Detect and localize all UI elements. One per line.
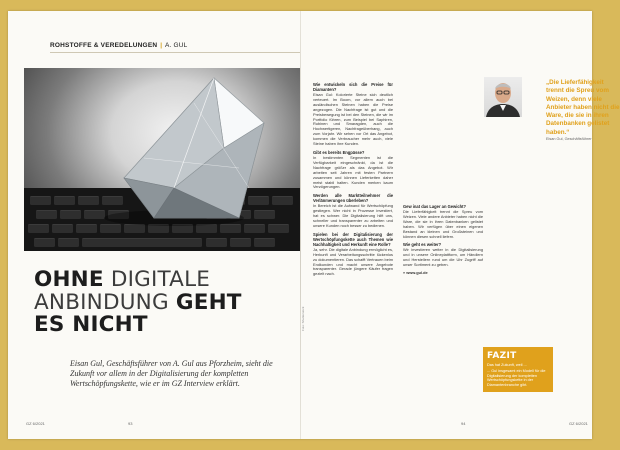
headline-word-geht: GEHT: [175, 289, 242, 315]
section-author: A. GUL: [164, 42, 188, 49]
fazit-box: [483, 347, 553, 392]
diamond-keyboard-photo: [24, 68, 300, 251]
question-heading: Wie geht es weiter?: [403, 242, 442, 248]
folio-left-number: 93: [128, 421, 133, 426]
answer-paragraph: Die Lieferfähigkeit trennt die Spreu vom Weizen. Viele andere Anbieter haben nicht die Ware, die sie in ihren Datenbanken gelistet haben. Wir verfügen über einen eigenen Bestand an kleinen und Großsteinen und können diesen schnell liefern.: [403, 209, 483, 239]
article-column-1: [313, 79, 393, 280]
person-icon: [484, 77, 522, 117]
answer-paragraph: Ja, sehr. Die digitale Anbindung ermöglicht es, Herkunft und Verarbeitungsschritte lückenlos zu dokumentieren. Das schafft Vertrauen beim Endkunden und macht unsere Angebote transparenter. Gerade jüngere Käufer fragen gezielt nach.: [313, 246, 393, 277]
question-heading: Gibt es bereits Engpässe?: [313, 149, 365, 155]
folio-right-number: 94: [461, 421, 466, 426]
answer-paragraph: Wir investieren weiter in die Digitalisierung und in unsere Onlineplattform, um Händlern und Herstellern rund um die Uhr Zugriff auf unser Sortiment zu geben.: [403, 247, 483, 268]
folio-right-issue: GZ 6/2021: [569, 421, 588, 426]
headline-word-digitale: DIGITALE: [110, 267, 211, 292]
question-heading: Gew inat das Lager an Gewicht?: [403, 204, 467, 209]
folio-left-issue: GZ 6/2021: [26, 421, 45, 426]
section-category: ROHSTOFFE & VEREDELUNGEN: [50, 42, 158, 49]
headline-word-ohne: OHNE: [34, 267, 104, 292]
question-heading: Spielen bei der Digitalisierung der Wertschöpfungskette auch Themen wie Nachhaltigkeit und Herkunft eine Rolle?: [313, 231, 393, 247]
article-lead: Eisan Gul, Geschäftsführer von A. Gul aus Pforzheim, sieht die Zukunft vor allem in der Digitalisierung der kompletten Wertschöpfungskette, wie er im GZ Interview erklärt.: [70, 359, 273, 388]
answer-paragraph: Eisan Gul: Kolorierte Steine sich deutlich verteuert. Im Boom, vor allem auch bei ausländischen Steinen haben die Preise angezogen. Die Nachfrage ist gut und die Preisbewegung ist bei den Steinen, die wir im Portfolio führen, zum Beispiel bei Saphiren, Rubinen und Smaragden, auch die Hochwertigeren, Nachfrageüberhang, auch zum Vorjahr. Wir sehen vor Ort das Angebot, kommen die Verbraucher mehr auch, viele Steine haben ihre Kunden.: [313, 92, 393, 147]
section-tag: [50, 42, 187, 49]
question-heading: Wie entwickeln sich die Preise für Diamanten?: [313, 82, 393, 92]
diamond-graphic: [24, 68, 300, 251]
pull-quote-source: Eisan Gul, Geschäftsführer: [546, 137, 592, 141]
website-link[interactable]: » www.gul.de: [403, 270, 428, 276]
article-column-2: [403, 201, 483, 279]
left-page: [8, 11, 305, 439]
section-rule: [50, 52, 300, 53]
answer-paragraph: In Bereich ist die Aufwand für Wertschöpfung gestiegen. Wer nicht in Prozesse investiert, hat es schwer. Die Digitalisierung hilft uns, schneller und transparenter zu arbeiten und unsere Kunden noch besser zu bedienen.: [313, 203, 393, 228]
magazine-spread: [8, 11, 620, 439]
pull-quote: „Die Lieferfähigkeit trennt die Spreu vom Weizen, denn viele Anbieter haben nicht die Ware, die sie in ihren Datenbanken gelistet haben.“: [546, 79, 620, 136]
article-headline: [34, 269, 298, 337]
fazit-title: FAZIT: [487, 351, 517, 361]
answer-paragraph: In bestimmten Segmenten ist die Verfügbarkeit eingeschränkt, da ist die Nachfrage größer als das Angebot. Wir arbeiten seit Jahren mit festen Partnern zusammen und können Lieferketten daher meist stabil halten. Kunden merken kaum Verzögerungen.: [313, 154, 393, 190]
question-heading: Werden alle Marktteilnehmer die Verlänmerungen überleben?: [313, 193, 393, 204]
section-separator: |: [160, 42, 163, 49]
headline-words-es-nicht: ES NICHT: [34, 312, 148, 337]
fazit-subtitle: Das hat Zukunft, weil ...: [487, 363, 527, 367]
headline-word-anbindung: ANBINDUNG: [34, 289, 169, 315]
right-page: [301, 11, 620, 439]
portrait-photo: [484, 77, 522, 117]
fazit-text: ... Gul insgesamt ein Modell für die Digitalisierung der kompletten Wertschöpfungskette in der Diamantenbranche gibt.: [487, 369, 546, 387]
photo-credit: Foto: Shutterstock: [301, 306, 305, 331]
